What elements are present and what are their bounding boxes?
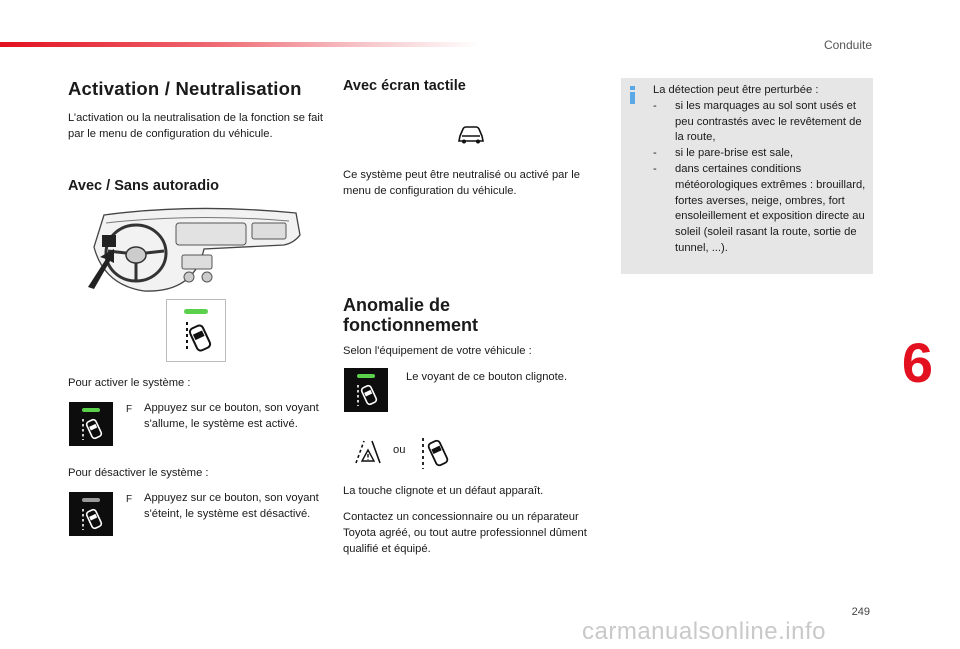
lane-button-blinking xyxy=(344,368,388,412)
fault-text: La touche clignote et un défaut apparaît. xyxy=(343,485,544,497)
lane-warning-icon xyxy=(352,437,384,465)
activate-step: Appuyez sur ce bouton, son voyant s'allume, le système est activé. xyxy=(144,402,319,430)
anomaly-title-line2: fonctionnement xyxy=(343,315,478,335)
bullet-marker: F xyxy=(126,494,133,505)
info-dash: - xyxy=(653,99,657,112)
anomaly-title-line1: Anomalie de xyxy=(343,295,451,315)
radio-subtitle: Avec / Sans autoradio xyxy=(68,178,219,194)
chapter-number: 6 xyxy=(901,331,933,394)
info-dash: - xyxy=(653,162,657,175)
car-settings-icon xyxy=(456,125,486,145)
info-item-text: si les marquages au sol sont usés et peu contrastés avec le revêtement de la route, xyxy=(675,99,862,144)
contact-text: Contactez un concessionnaire ou un réparateur Toyota agréé, ou tout autre professionnel dûment qualifié et équipé. xyxy=(343,511,587,555)
or-text: ou xyxy=(393,444,406,456)
info-box xyxy=(621,78,873,274)
info-icon xyxy=(630,86,635,104)
lane-button-off xyxy=(69,492,113,536)
lane-departure-icon xyxy=(416,435,450,471)
lane-button-on-icon xyxy=(69,402,113,446)
lane-button-blinking-icon xyxy=(344,368,388,412)
info-item xyxy=(653,99,869,146)
deactivate-label: Pour désactiver le système : xyxy=(68,467,209,479)
intro-text: L’activation ou la neutralisation de la fonction se fait par le menu de configuration du véhicule. xyxy=(68,112,323,140)
page-number: 249 xyxy=(851,606,870,618)
deactivate-step: Appuyez sur ce bouton, son voyant s'éteint, le système est désactivé. xyxy=(144,492,319,520)
touchscreen-subtitle: Avec écran tactile xyxy=(343,78,466,94)
bullet-marker: F xyxy=(126,404,133,415)
chapter-color-bar xyxy=(0,42,480,47)
info-item-text: si le pare-brise est sale, xyxy=(675,147,794,160)
blink-text: Le voyant de ce bouton clignote. xyxy=(406,371,568,383)
section-name: Conduite xyxy=(823,38,872,52)
info-dash: - xyxy=(653,147,657,160)
info-text xyxy=(653,83,869,257)
lane-button-off-icon xyxy=(69,492,113,536)
lane-button-closeup xyxy=(166,299,226,362)
info-item xyxy=(653,146,869,162)
anomaly-intro: Selon l'équipement de votre véhicule : xyxy=(343,345,532,357)
activate-label: Pour activer le système : xyxy=(68,377,191,389)
page-title: Activation / Neutralisation xyxy=(68,78,302,99)
info-item xyxy=(653,162,869,257)
lane-button-on xyxy=(69,402,113,446)
info-item-text: dans certaines conditions météorologiques extrêmes : brouillard, fortes averses, neige, ombres, fort ensoleillement et exposition directe au soleil (soleil rasant la route, sortie de tunnel, ...). xyxy=(675,162,866,254)
watermark: carmanualsonline.info xyxy=(582,618,826,645)
dashboard-illustration xyxy=(84,205,304,295)
touchscreen-text: Ce système peut être neutralisé ou activé par le menu de configuration du véhicule. xyxy=(343,169,580,197)
lane-departure-icon xyxy=(167,300,225,361)
info-lead: La détection peut être perturbée : xyxy=(653,84,819,96)
